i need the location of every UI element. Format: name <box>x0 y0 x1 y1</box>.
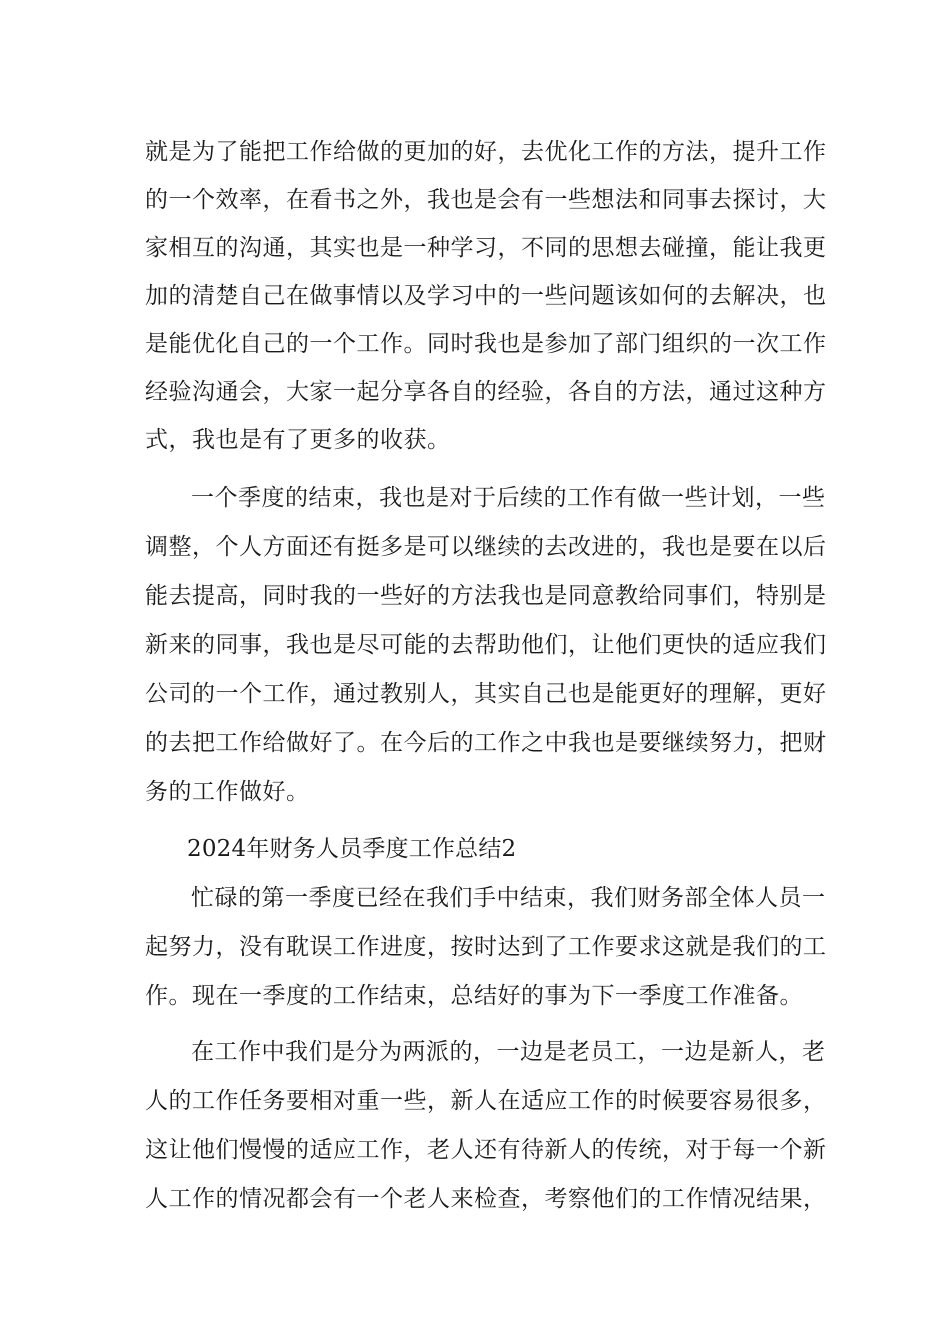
paragraph-line: 在工作中我们是分为两派的，一边是老员工，一边是新人，老 <box>191 1039 826 1065</box>
paragraph-line: 这让他们慢慢的适应工作，老人还有待新人的传统，对于每一个新 <box>145 1137 827 1163</box>
paragraph-line: 是能优化自己的一个工作。同时我也是参加了部门组织的一次工作 <box>145 331 827 357</box>
paragraph-line: 调整，个人方面还有挺多是可以继续的去改进的，我也是要在以后 <box>145 534 827 560</box>
paragraph-line: 式，我也是有了更多的收获。 <box>145 427 451 453</box>
paragraph-line: 加的清楚自己在做事情以及学习中的一些问题该如何的去解决，也 <box>145 283 827 309</box>
paragraph-line: 人工作的情况都会有一个老人来检查，考察他们的工作情况结果， <box>145 1186 827 1212</box>
section-heading: 2024年财务人员季度工作总结2 <box>187 836 517 862</box>
paragraph-line: 人的工作任务要相对重一些，新人在适应工作的时候要容易很多， <box>145 1088 827 1114</box>
paragraph-line: 起努力，没有耽误工作进度，按时达到了工作要求这就是我们的工 <box>145 934 827 960</box>
paragraph-line: 经验沟通会，大家一起分享各自的经验，各自的方法，通过这种方 <box>145 379 827 405</box>
paragraph-line: 的去把工作给做好了。在今后的工作之中我也是要继续努力，把财 <box>145 730 827 756</box>
paragraph-line: 公司的一个工作，通过教别人，其实自己也是能更好的理解，更好 <box>145 681 827 707</box>
paragraph-line: 作。现在一季度的工作结束，总结好的事为下一季度工作准备。 <box>145 983 803 1009</box>
paragraph-line: 务的工作做好。 <box>145 779 310 805</box>
paragraph-line: 新来的同事，我也是尽可能的去帮助他们，让他们更快的适应我们 <box>145 632 827 658</box>
paragraph-line: 能去提高，同时我的一些好的方法我也是同意教给同事们，特别是 <box>145 583 827 609</box>
paragraph-line: 忙碌的第一季度已经在我们手中结束，我们财务部全体人员一 <box>191 885 826 911</box>
paragraph-line: 家相互的沟通，其实也是一种学习，不同的思想去碰撞，能让我更 <box>145 235 827 261</box>
paragraph-line: 一个季度的结束，我也是对于后续的工作有做一些计划，一些 <box>191 485 826 511</box>
paragraph-line: 就是为了能把工作给做的更加的好，去优化工作的方法，提升工作 <box>145 139 827 165</box>
paragraph-line: 的一个效率，在看书之外，我也是会有一些想法和同事去探讨，大 <box>145 187 827 213</box>
